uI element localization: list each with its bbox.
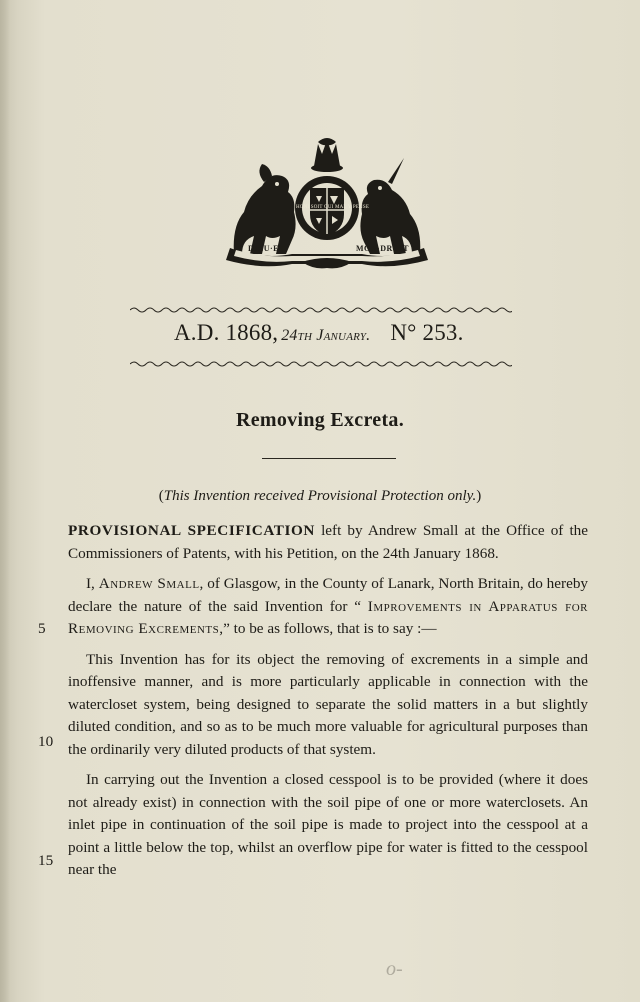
pencil-mark: o- bbox=[386, 958, 403, 980]
protection-note: (This Invention received Provisional Protection only.) bbox=[158, 488, 482, 504]
carrying-out-paragraph: In carrying out the Invention a closed cesspool is to be provided (where it does not already exist) in connection with the soil pipe of one or more waterclosets. An inlet pipe in continuation of the soil pipe is made to project into the cesspool at a point a little below the top, whilst an overflow pipe for water is fitted to the cesspool near the bbox=[68, 771, 588, 878]
inventor-name: Andrew Small bbox=[98, 575, 200, 592]
patent-number: N° 253. bbox=[390, 320, 464, 345]
patent-date: 24th January. bbox=[281, 327, 371, 344]
garter-inscription: HONI SOIT QUI MAL Y PENSE bbox=[296, 205, 370, 210]
spec-text: left by Andrew Small at the Office of the Commissioners of Patents, with his Petition, on the 24th January 1868. bbox=[68, 522, 588, 562]
object-paragraph: This Invention has for its object the removing of excrements in a simple and inoffensive manner, and is more particularly applicable in connection with the watercloset system, being designed to separate the solid matters in a but slightly diluted condition, and so as to be much more valuable for agricultural purposes than the ordinarily very diluted products of that system. bbox=[68, 650, 588, 758]
wavy-rule-top bbox=[130, 306, 512, 314]
line-number: 10 bbox=[38, 733, 54, 750]
declaration-paragraph: I, Andrew Small, of Glasgow, in the County of Lanark, North Britain, do hereby declare the nature of the said Invention for “ Improvements in Apparatus for Removing Excrements,” to be as follows, that is to say :— bbox=[68, 575, 589, 637]
spec-label: PROVISIONAL SPECIFICATION bbox=[68, 522, 315, 539]
specification-body bbox=[68, 520, 588, 882]
ad-year: A.D. 1868, bbox=[174, 320, 279, 345]
motto-right: MON·DROIT bbox=[356, 244, 409, 253]
patent-header bbox=[174, 320, 494, 354]
title-divider bbox=[262, 458, 396, 459]
wavy-rule-bottom bbox=[130, 360, 512, 368]
spec-paragraph bbox=[68, 520, 588, 565]
protection-note-text: This Invention received Provisional Protection only. bbox=[163, 488, 477, 504]
invention-title: Improvements in Apparatus for Removing Excrements bbox=[68, 597, 588, 637]
motto-left: DIEU·ET bbox=[248, 244, 285, 253]
line-number: 5 bbox=[38, 620, 46, 637]
patent-title: Removing Excreta. bbox=[235, 409, 405, 431]
line-number: 15 bbox=[38, 852, 54, 869]
